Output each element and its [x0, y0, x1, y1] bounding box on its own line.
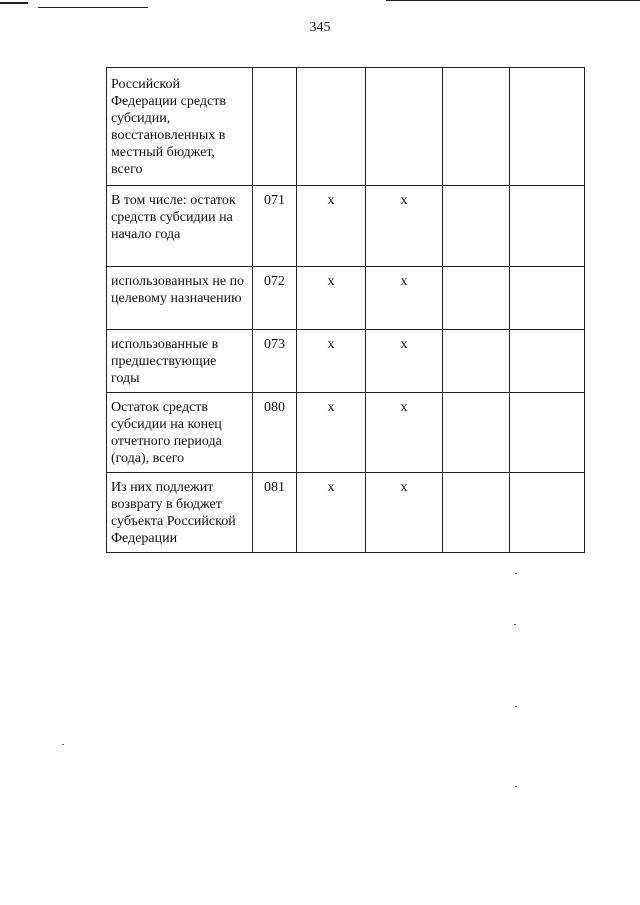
row-col4: х — [366, 267, 443, 330]
table-row — [107, 68, 585, 186]
row-col3: х — [297, 473, 366, 553]
row-label: Из них подлежит возврату в бюджет субъекта Российской Федерации — [107, 473, 253, 553]
row-col5 — [443, 330, 510, 393]
row-col5 — [443, 186, 510, 267]
row-code: 080 — [253, 393, 297, 473]
row-label: использованных не по целевому назначению — [107, 267, 253, 330]
scan-speck — [515, 573, 517, 574]
table-row — [107, 267, 585, 330]
row-col4: х — [366, 393, 443, 473]
row-col4: х — [366, 186, 443, 267]
row-col6 — [510, 330, 585, 393]
scan-artifact-line — [0, 2, 28, 4]
row-col6 — [510, 473, 585, 553]
row-col4: х — [366, 330, 443, 393]
scan-speck — [514, 624, 516, 625]
row-col6 — [510, 267, 585, 330]
row-col6 — [510, 186, 585, 267]
row-col4 — [366, 68, 443, 186]
scan-artifact-line — [38, 7, 148, 8]
table-row — [107, 393, 585, 473]
row-label: использованные в предшествующие годы — [107, 330, 253, 393]
table-row — [107, 330, 585, 393]
report-table — [106, 67, 585, 553]
scan-artifact-line — [386, 0, 640, 1]
row-col3: х — [297, 330, 366, 393]
row-col6 — [510, 68, 585, 186]
scan-speck — [515, 706, 517, 707]
row-code — [253, 68, 297, 186]
row-code: 071 — [253, 186, 297, 267]
table-row — [107, 186, 585, 267]
row-col3 — [297, 68, 366, 186]
row-code: 073 — [253, 330, 297, 393]
scan-speck — [515, 786, 517, 787]
row-col3: х — [297, 186, 366, 267]
row-code: 072 — [253, 267, 297, 330]
row-col4: х — [366, 473, 443, 553]
row-col5 — [443, 473, 510, 553]
row-col3: х — [297, 393, 366, 473]
row-label: Остаток средств субсидии на конец отчетного периода (года), всего — [107, 393, 253, 473]
table-row — [107, 473, 585, 553]
row-code: 081 — [253, 473, 297, 553]
row-col5 — [443, 68, 510, 186]
page-number: 345 — [309, 20, 331, 35]
scan-speck — [62, 744, 64, 745]
row-col5 — [443, 267, 510, 330]
row-label: Российской Федерации средств субсидии, восстановленных в местный бюджет, всего — [107, 68, 253, 186]
row-col5 — [443, 393, 510, 473]
row-label: В том числе: остаток средств субсидии на начало года — [107, 186, 253, 267]
row-col3: х — [297, 267, 366, 330]
row-col6 — [510, 393, 585, 473]
